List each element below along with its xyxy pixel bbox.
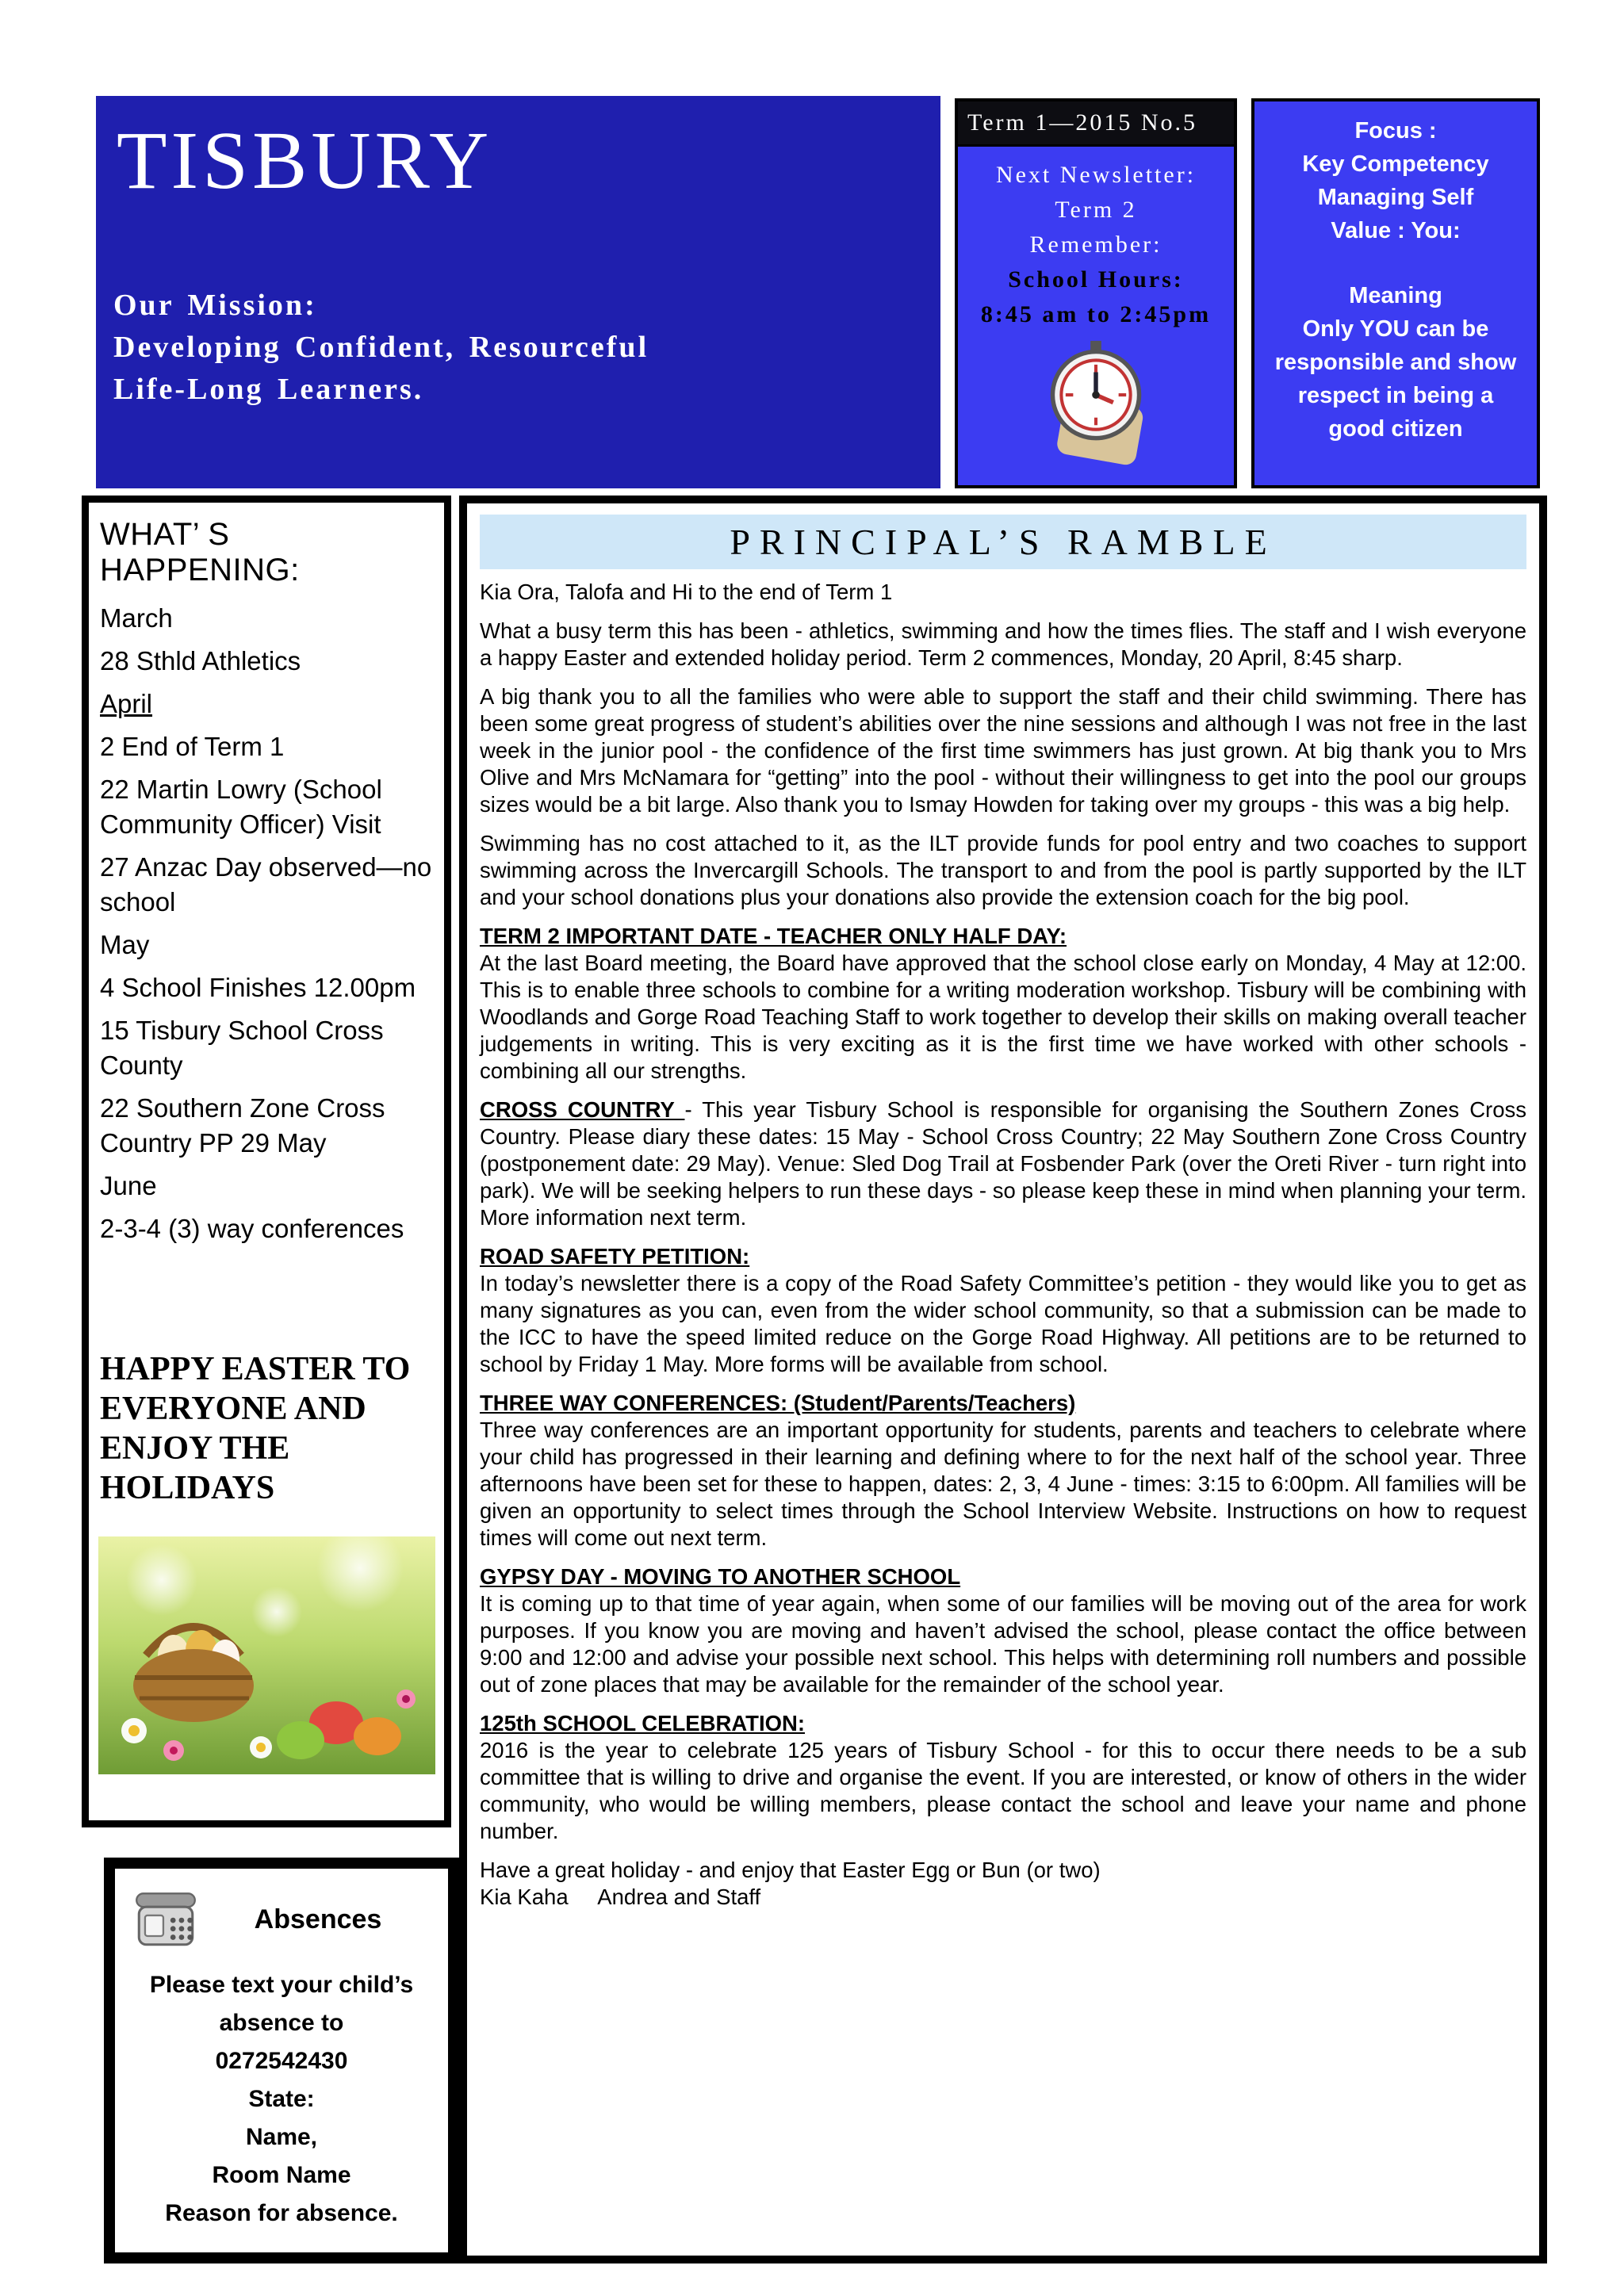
ramble-paragraph: A big thank you to all the families who were able to support the staff and their child swimming. There has been some great progress of student’s abilities over the nine sessions and although I was not free in the last week in the junior pool - the confidence of the first time swimmers has just grown. At big thank you to Mrs Olive and Mrs McNamara for “getting” into the pool - without their willingness to get into the pool our groups sizes would be a bit large. Also thank you to Ismay Howden for taking over my groups - this was a big help. (480, 684, 1526, 817)
focus-key-competency: Key Competency (1302, 151, 1489, 177)
absences-state-label: State: (248, 2086, 315, 2112)
clock-icon (1036, 339, 1155, 473)
absences-panel (104, 1858, 459, 2263)
focus-managing-self: Managing Self (1317, 185, 1474, 210)
mission-statement (113, 285, 649, 411)
focus-panel (1251, 98, 1540, 488)
ramble-greeting: Kia Ora, Talofa and Hi to the end of Term 1 (480, 580, 893, 604)
section-body: 2016 is the year to celebrate 125 years of Tisbury School - for this to occur there needs to be a sub committee that is willing to drive and organise the event. If you are interested, or know of others in the wider community, who would be willing members, please contact the school and leave your name and phone number. (480, 1738, 1526, 1843)
whats-happening-item: 2 End of Term 1 (100, 732, 285, 761)
ramble-paragraph: Swimming has no cost attached to it, as the ILT provide funds for pool entry and two coaches to support swimming across the Invercargill Schools. The transport to and from the pool is partly supported by the ILT and your school donations plus your donations also provide the extension coach for the big pool. (480, 831, 1526, 909)
focus-value: Value : You: (1331, 218, 1461, 243)
ramble-section-teacher-only-half-day (480, 923, 1526, 1085)
easter-basket-image (98, 1536, 435, 1774)
ramble-closing: Have a great holiday - and enjoy that Easter Egg or Bun (or two) (480, 1858, 1101, 1882)
absences-room-label: Room Name (212, 2162, 351, 2188)
principals-ramble-panel (459, 496, 1547, 2263)
whats-happening-title: WHAT’ S HAPPENING: (100, 517, 300, 587)
ramble-title: PRINCIPAL’S RAMBLE (480, 515, 1526, 569)
absences-instruction: Please text your child’s absence to (149, 1972, 414, 2036)
easter-message: HAPPY EASTER TO EVERYONE AND ENJOY THE HOLIDAYS (100, 1351, 411, 1506)
section-body: It is coming up to that time of year again, when some of our families will be moving out of the area for work purposes. If you know you are moving and haven’t advised the school, please contact the office between 9:00 and 12:00 and advise your possible next school. This helps with determining roll numbers and possible out of zone places that may be available for the remainder of the school year. (480, 1591, 1526, 1697)
absences-name-label: Name, (245, 2124, 318, 2150)
focus-label: Focus : (1354, 118, 1437, 144)
section-heading: CROSS COUNTRY (480, 1097, 685, 1122)
absences-reason-label: Reason for absence. (165, 2200, 398, 2226)
whats-happening-item: 4 School Finishes 12.00pm (100, 973, 416, 1002)
whats-happening-item-june: June (100, 1171, 157, 1200)
mission-line-1: Developing Confident, Resourceful (113, 331, 649, 364)
whats-happening-item-march: March (100, 603, 173, 633)
ramble-paragraph: What a busy term this has been - athletics, swimming and how the times flies. The staff and I wish everyone a happy Easter and extended holiday period. Term 2 commences, Monday, 20 April, 8:45 sharp. (480, 618, 1526, 670)
mission-line-2: Life-Long Learners. (113, 373, 424, 406)
absences-phone-number: 0272542430 (215, 2048, 348, 2074)
next-newsletter-value: Term 2 (1055, 197, 1137, 223)
ramble-signature: Kia Kaha Andrea and Staff (480, 1885, 761, 1909)
focus-meaning-text: Only YOU can be responsible and show respect in being a good citizen (1274, 316, 1517, 442)
masthead (96, 96, 940, 488)
ramble-section-cross-country (480, 1096, 1526, 1231)
absences-title: Absences (254, 1904, 382, 1934)
mission-label: Our Mission: (113, 289, 317, 322)
ramble-body (480, 579, 1526, 1911)
ramble-section-125th-celebration (480, 1710, 1526, 1845)
whats-happening-panel (82, 496, 451, 1827)
section-body: Three way conferences are an important opportunity for students, parents and teachers to celebrate where your child has progressed in their learning and defining where to for the next half of the school year. Three afternoons have been set for these to happen, dates: 2, 3, 4 June - times: 3:15 to 6:00pm. All families will be given an opportunity to select times through the School Interview Website. Instructions on how to request times will come out next term. (480, 1418, 1526, 1550)
section-heading: ROAD SAFETY PETITION: (480, 1244, 750, 1269)
section-body: At the last Board meeting, the Board have approved that the school close early on Monday, 4 May at 12:00. This is to enable three schools to combine for a writing moderation workshop. Tisbury will be combining with Woodlands and Gorge Road Teaching Staff to work together to develop their skills on making overall teacher judgements in writing. This is very exciting as it is the first time we have worked with other schools - combining all our strengths. (480, 951, 1526, 1083)
ramble-section-gypsy-day (480, 1563, 1526, 1698)
whats-happening-item: 15 Tisbury School Cross County (100, 1016, 384, 1080)
absences-header (124, 1877, 439, 1966)
section-body: - This year Tisbury School is responsible for organising the Southern Zones Cross Country. Please diary these dates: 15 May - School Cross Country; 22 May Southern Zone Cross Country (postponement date: 29 May). Venue: Sled Dog Trail at Fosbender Park (over the Oreti River - turn right into park). We will be seeking helpers to run these days - so please keep these in mind when planning your term. More information next term. (480, 1097, 1527, 1230)
ramble-section-road-safety-petition (480, 1243, 1526, 1378)
section-heading: TERM 2 IMPORTANT DATE - TEACHER ONLY HALF DAY: (480, 924, 1067, 948)
section-body: In today’s newsletter there is a copy of the Road Safety Committee’s petition - they would like you to get as many signatures as you can, even from the wider school community, so that a submission can be made to the ICC to have the speed limited reduce on the Gorge Road Highway. All petitions are to be returned to school by Friday 1 May. More forms will be available from school. (480, 1271, 1526, 1376)
remember-label: Remember: (1029, 232, 1162, 258)
whats-happening-item: 22 Martin Lowry (School Community Officer) Visit (100, 775, 382, 839)
phone-icon (129, 1881, 202, 1958)
school-name: TISBURY (117, 115, 493, 206)
section-heading: 125th SCHOOL CELEBRATION: (480, 1711, 805, 1735)
focus-meaning-label: Meaning (1349, 283, 1442, 308)
whats-happening-item: 22 Southern Zone Cross Country PP 29 May (100, 1093, 385, 1158)
term-details (958, 158, 1234, 332)
whats-happening-item: 28 Sthld Athletics (100, 646, 301, 675)
term-info-panel (955, 98, 1237, 488)
section-heading: THREE WAY CONFERENCES: (Student/Parents/Teachers) (480, 1391, 1076, 1415)
whats-happening-item-may: May (100, 930, 150, 959)
school-hours-label: School Hours: (1008, 266, 1184, 293)
ramble-section-three-way-conferences (480, 1390, 1526, 1552)
next-newsletter-label: Next Newsletter: (995, 162, 1197, 188)
section-heading: GYPSY DAY - MOVING TO ANOTHER SCHOOL (480, 1564, 961, 1589)
term-title: Term 1—2015 No.5 (958, 101, 1234, 147)
whats-happening-item-april: April (100, 689, 153, 718)
whats-happening-item: 2-3-4 (3) way conferences (100, 1214, 404, 1243)
whats-happening-item: 27 Anzac Day observed—no school (100, 852, 432, 916)
school-hours-value: 8:45 am to 2:45pm (980, 301, 1212, 327)
